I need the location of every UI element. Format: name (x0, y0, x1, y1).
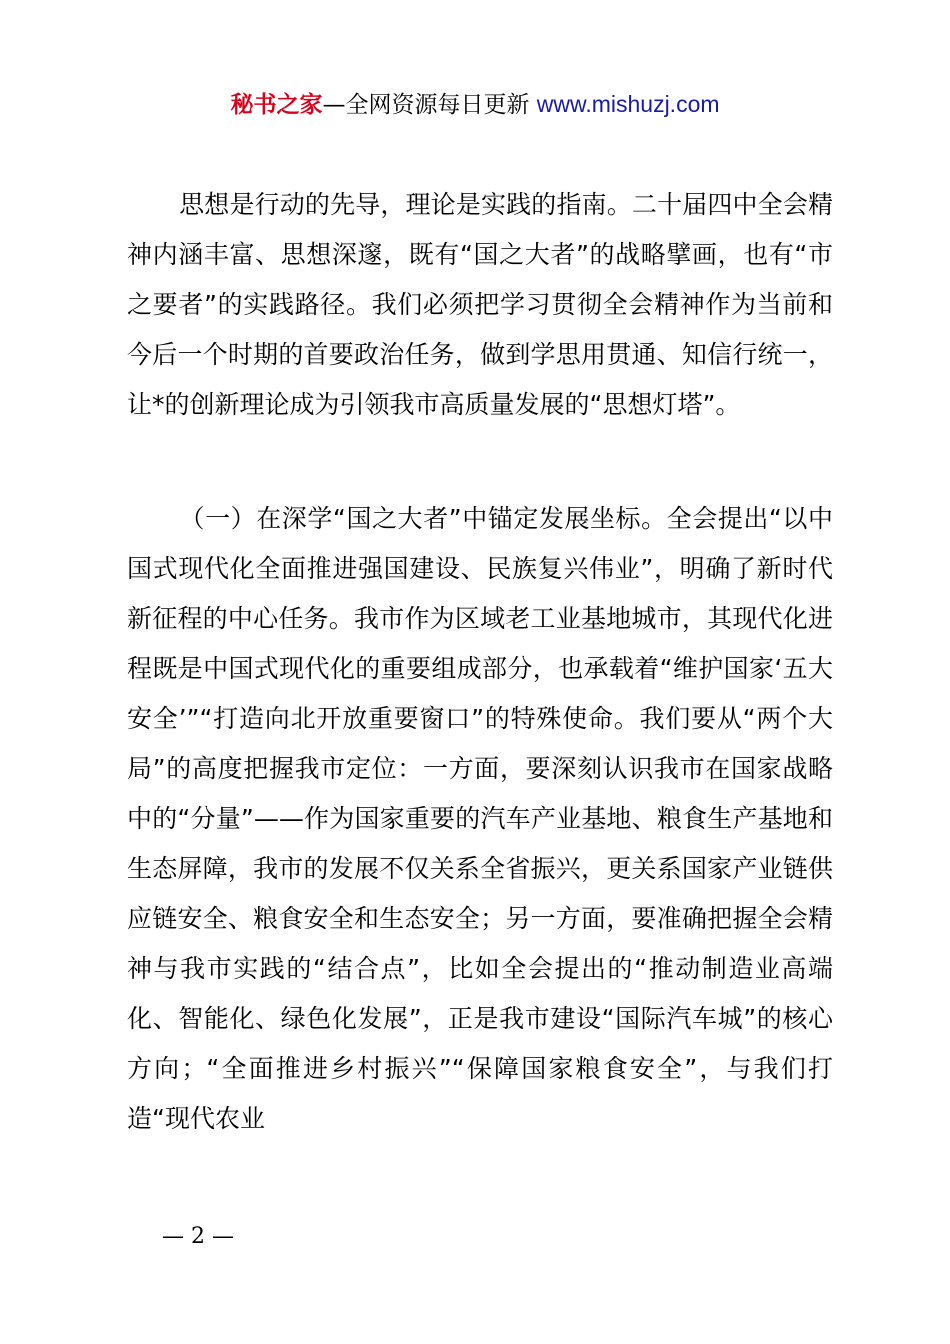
header-tagline: —全网资源每日更新 (322, 92, 530, 118)
paragraph-text: 思想是行动的先导，理论是实践的指南。二十届四中全会精神内涵丰富、思想深邃，既有“国之大者”的战略擘画，也有“市之要者”的实践路径。我们必须把学习贯彻全会精神作为当前和今后一个时期的首要政治任务，做到学思用贯通、知信行统一，让*的创新理论成为引领我市高质量发展的“思想灯塔”。 (127, 190, 833, 419)
paragraph-section-one (127, 494, 833, 1144)
page-header (0, 86, 950, 123)
paragraph-intro (127, 180, 833, 430)
brand-name: 秘书之家 (230, 92, 323, 118)
page-number: — 2 — (162, 1224, 234, 1249)
paragraph-text: （一）在深学“国之大者”中锚定发展坐标。全会提出“以中国式现代化全面推进强国建设、民族复兴伟业”，明确了新时代新征程的中心任务。我市作为区域老工业基地城市，其现代化进程既是中国式现代化的重要组成部分，也承载着“维护国家‘五大安全’”“打造向北开放重要窗口”的特殊使命。我们要从“两个大局”的高度把握我市定位：一方面，要深刻认识我市在国家战略中的“分量”——作为国家重要的汽车产业基地、粮食生产基地和生态屏障，我市的发展不仅关系全省振兴，更关系国家产业链供应链安全、粮食安全和生态安全；另一方面，要准确把握全会精神与我市实践的“结合点”，比如全会提出的“推动制造业高端化、智能化、绿色化发展”，正是我市建设“国际汽车城”的核心方向；“全面推进乡村振兴”“保障国家粮食安全”，与我们打造“现代农业 (127, 504, 833, 1133)
website-link[interactable]: www.mishuzj.com (536, 91, 720, 117)
